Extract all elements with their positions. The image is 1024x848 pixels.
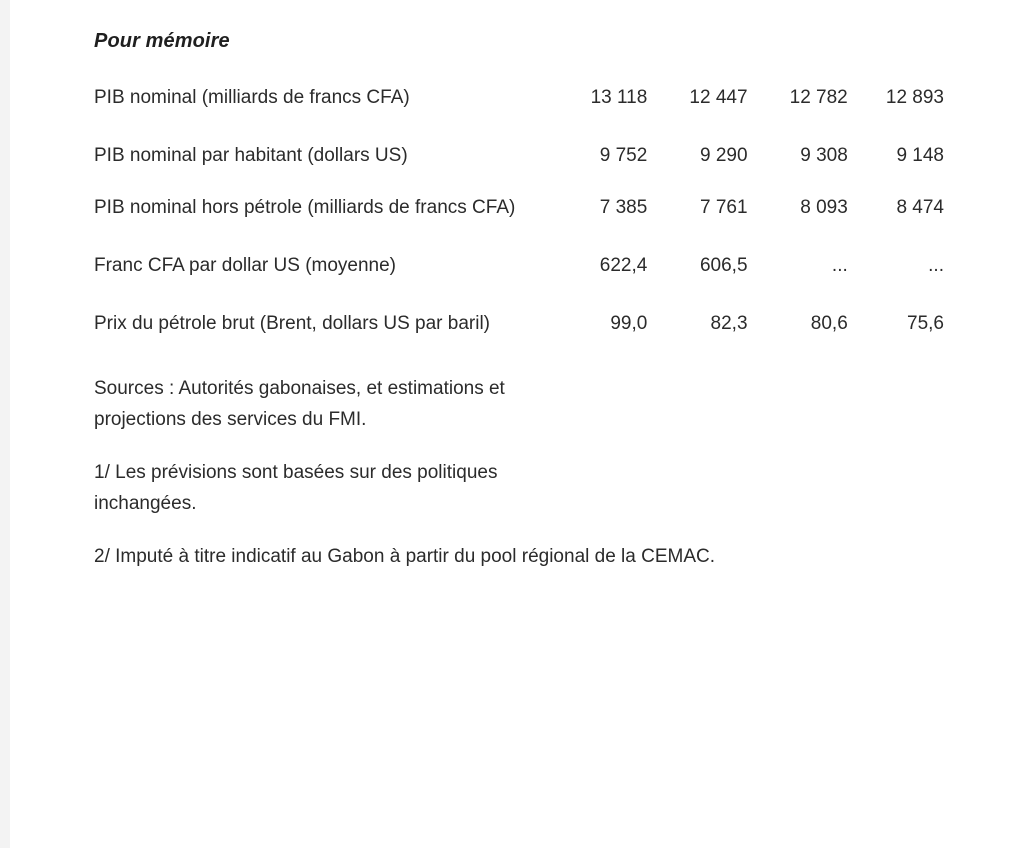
footnote-1: 1/ Les prévisions sont basées sur des politiques inchangées. <box>94 462 498 514</box>
row-value: 9 148 <box>896 145 944 166</box>
row-spacer <box>94 281 944 309</box>
footnote-2: 2/ Imputé à titre indicatif au Gabon à partir du pool régional de la CEMAC. <box>94 546 716 567</box>
table-row <box>94 193 944 223</box>
row-spacer <box>94 113 944 141</box>
row-spacer <box>94 171 944 193</box>
section-title: Pour mémoire <box>94 30 230 52</box>
row-value: 8 474 <box>896 197 944 218</box>
source-note: Sources : Autorités gabonaises, et estimations et projections des services du FMI. <box>94 378 505 430</box>
table-row <box>94 83 944 113</box>
row-value: 82,3 <box>710 313 748 334</box>
row-value: 75,6 <box>907 313 944 334</box>
table-row <box>94 309 944 339</box>
row-value: 7 761 <box>699 197 748 218</box>
row-value: 9 290 <box>699 145 748 166</box>
row-value: 606,5 <box>699 255 748 276</box>
row-value: ... <box>831 255 848 276</box>
row-spacer <box>94 223 944 251</box>
row-value: 12 447 <box>689 87 748 108</box>
row-value: ... <box>928 255 944 276</box>
table-row <box>94 251 944 281</box>
memo-table <box>94 83 944 339</box>
row-value: 7 385 <box>599 197 648 218</box>
row-label: Franc CFA par dollar US (moyenne) <box>94 255 397 276</box>
row-value: 9 752 <box>599 145 648 166</box>
row-value: 622,4 <box>599 255 648 276</box>
row-value: 13 118 <box>590 87 648 108</box>
table-row <box>94 141 944 171</box>
footnotes <box>94 373 974 572</box>
row-label: PIB nominal hors pétrole (milliards de francs CFA) <box>94 197 516 218</box>
row-label: Prix du pétrole brut (Brent, dollars US par baril) <box>94 313 490 334</box>
document-content <box>94 30 974 572</box>
row-label: PIB nominal par habitant (dollars US) <box>94 145 408 166</box>
row-value: 12 782 <box>789 87 848 108</box>
row-label: PIB nominal (milliards de francs CFA) <box>94 87 410 108</box>
page-left-margin <box>0 0 10 848</box>
row-value: 9 308 <box>800 145 848 166</box>
row-value: 12 893 <box>885 87 944 108</box>
row-value: 80,6 <box>810 313 848 334</box>
row-value: 8 093 <box>800 197 848 218</box>
row-value: 99,0 <box>610 313 648 334</box>
